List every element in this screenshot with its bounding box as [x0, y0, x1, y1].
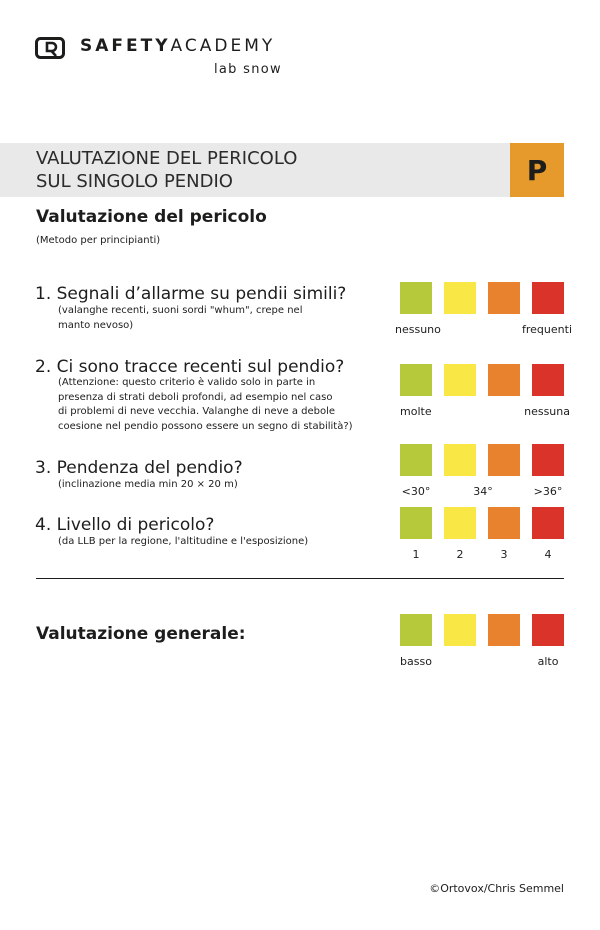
page-title-line2: SUL SINGOLO PENDIO	[36, 170, 233, 192]
scale-label-low: molte	[400, 405, 432, 418]
section-heading: Valutazione del pericolo	[36, 207, 267, 227]
green-swatch[interactable]	[400, 507, 432, 539]
ortovox-logo-icon	[35, 37, 65, 59]
scale-label-4: 4	[544, 548, 552, 561]
green-swatch[interactable]	[400, 364, 432, 396]
brand-subtitle: lab snow	[214, 62, 282, 77]
yellow-swatch[interactable]	[444, 507, 476, 539]
criterion-1-desc-line: (valanghe recenti, suoni sordi "whum", crepe nel	[58, 305, 303, 316]
criterion-1-title: 1. Segnali d’allarme su pendii simili?	[35, 284, 347, 304]
criterion-3-scale	[0, 444, 600, 500]
yellow-swatch[interactable]	[444, 282, 476, 314]
scale-label-low: basso	[400, 655, 432, 668]
page-title-line1: VALUTAZIONE DEL PERICOLO	[36, 148, 298, 169]
criterion-4-title: 4. Livello di pericolo?	[35, 515, 215, 535]
category-badge: P	[510, 143, 564, 197]
criterion-3-title: 3. Pendenza del pendio?	[35, 458, 243, 478]
scale-label-1: 1	[412, 548, 420, 561]
divider	[36, 578, 564, 579]
criterion-1-desc-line: manto nevoso)	[58, 319, 134, 331]
yellow-swatch[interactable]	[444, 614, 476, 646]
criterion-3-desc-line: (inclinazione media min 20 × 20 m)	[58, 479, 238, 490]
orange-swatch[interactable]	[488, 444, 520, 476]
scale-label-2: 2	[456, 548, 464, 561]
overall-scale	[0, 614, 600, 670]
scale-label-high: >36°	[533, 485, 563, 498]
scale-label-high: frequenti	[522, 323, 572, 336]
green-swatch[interactable]	[400, 444, 432, 476]
criterion-2-scale	[0, 364, 600, 420]
orange-swatch[interactable]	[488, 507, 520, 539]
overall-title: Valutazione generale:	[36, 624, 246, 644]
brand-title	[80, 36, 275, 56]
red-swatch[interactable]	[532, 444, 564, 476]
criterion-2-title: 2. Ci sono tracce recenti sul pendio?	[35, 357, 345, 377]
criterion-1-scale	[0, 282, 600, 338]
photo-credit: ©Ortovox/Chris Semmel	[429, 882, 564, 895]
page-title	[36, 148, 297, 193]
scale-label-high: alto	[537, 655, 559, 668]
yellow-swatch[interactable]	[444, 444, 476, 476]
brand-title-light: ACADEMY	[170, 36, 276, 56]
red-swatch[interactable]	[532, 364, 564, 396]
scale-label-low: nessuno	[395, 323, 441, 336]
red-swatch[interactable]	[532, 614, 564, 646]
scale-label-mid: 34°	[473, 485, 493, 498]
scale-label-3: 3	[500, 548, 508, 561]
section-note: (Metodo per principianti)	[36, 235, 161, 246]
orange-swatch[interactable]	[488, 614, 520, 646]
scale-label-low: <30°	[401, 485, 431, 498]
brand-title-bold: SAFETY	[80, 36, 171, 56]
criterion-4-scale	[0, 507, 600, 563]
orange-swatch[interactable]	[488, 364, 520, 396]
criterion-4-desc-line: (da LLB per la regione, l'altitudine e l'esposizione)	[58, 536, 309, 547]
red-swatch[interactable]	[532, 282, 564, 314]
criterion-2-desc-line: presenza di strati deboli profondi, ad esempio nel caso	[58, 391, 333, 403]
orange-swatch[interactable]	[488, 282, 520, 314]
green-swatch[interactable]	[400, 282, 432, 314]
criterion-2-desc-line: di problemi di neve vecchia. Valanghe di neve a debole	[58, 406, 336, 417]
scale-label-high: nessuna	[524, 405, 570, 418]
red-swatch[interactable]	[532, 507, 564, 539]
criterion-2-desc-line: (Attenzione: questo criterio è valido solo in parte in	[58, 377, 316, 388]
criterion-2-desc-line: coesione nel pendio possono essere un segno di stabilità?)	[58, 420, 353, 432]
green-swatch[interactable]	[400, 614, 432, 646]
yellow-swatch[interactable]	[444, 364, 476, 396]
